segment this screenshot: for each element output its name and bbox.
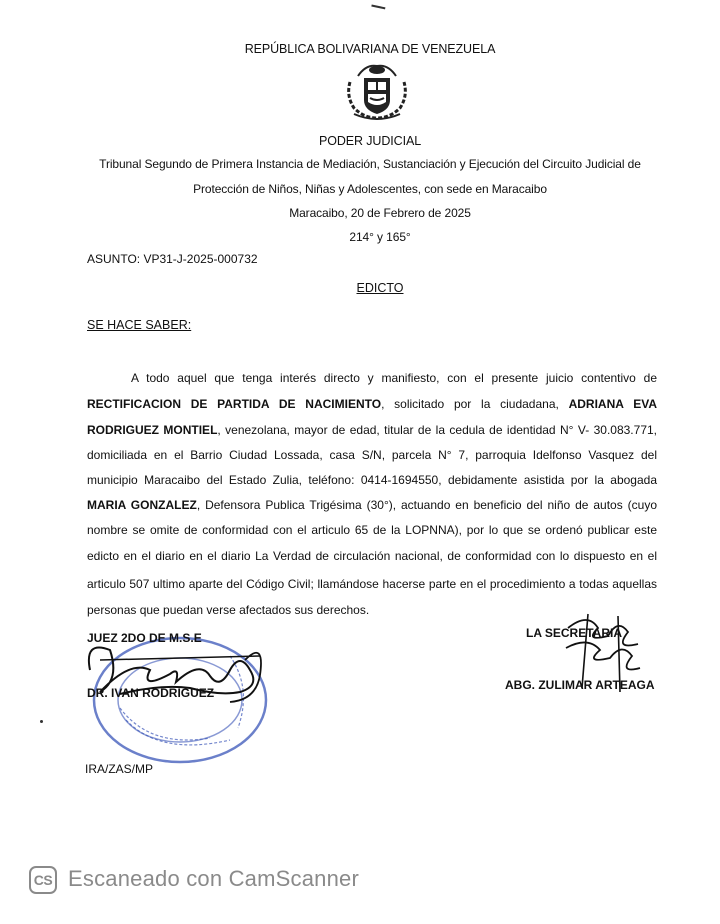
scan-mark [371, 0, 386, 9]
secretary-name: ABG. ZULIMAR ARTEAGA [505, 678, 655, 692]
body-text: , venezolana, mayor de edad, titular de la cedula de identidad N° V- 30.083.771, [217, 423, 658, 437]
camscanner-watermark: Escaneado con CamScanner [68, 866, 359, 891]
judge-title: JUEZ 2DO DE M.S.E [87, 631, 202, 645]
secretary-title: LA SECRETARIA [526, 626, 622, 640]
coat-of-arms-icon [344, 62, 410, 122]
body-procedure: RECTIFICACION DE PARTIDA DE NACIMIENTO [87, 397, 382, 411]
body-applicant-surname: RODRIGUEZ MONTIEL [87, 423, 218, 437]
body-line-3 [87, 423, 657, 437]
independence-years: 214° y 165° [349, 230, 411, 244]
notice-heading: SE HACE SABER: [87, 318, 192, 332]
judge-signature-icon [80, 630, 280, 720]
document-initials: IRA/ZAS/MP [85, 762, 154, 776]
body-line-10: personas que puedan verse afectados sus derechos. [87, 603, 370, 617]
body-attorney-name: MARIA GONZALEZ [87, 498, 197, 512]
body-text: , solicitado por la ciudadana, [381, 397, 569, 411]
body-line-1: A todo aquel que tenga interés directo y manifiesto, con el presente juicio contentivo de [131, 371, 657, 385]
judicial-power-heading: PODER JUDICIAL [318, 134, 422, 148]
republic-heading: REPÚBLICA BOLIVARIANA DE VENEZUELA [244, 42, 496, 56]
tribunal-line-1: Tribunal Segundo de Primera Instancia de Mediación, Sustanciación y Ejecución del Circuito Judicial de [99, 157, 641, 171]
body-line-9: articulo 507 ultimo aparte del Código Civil; llamándose hacerse parte en el procedimiento a todas aquellas [87, 577, 657, 591]
judge-name: DR. IVAN RODRIGUEZ [87, 686, 215, 700]
body-line-6 [87, 498, 657, 512]
body-line-8: edicto en el diario en el diario La Verdad de circulación nacional, de conformidad con lo dispuesto en el [87, 549, 657, 563]
body-line-2 [87, 397, 657, 411]
body-line-7: nombre se omite de conformidad con el articulo 65 de la LOPNNA), por lo que se ordenó publicar este [87, 523, 657, 537]
body-line-4: domiciliada en el Barrio Ciudad Lossada, casa S/N, parcela N° 7, parroquia Idelfonso Vasquez del [87, 448, 657, 462]
body-text: , Defensora Publica Trigésima (30°), actuando en beneficio del niño de autos (cuyo [196, 498, 657, 512]
camscanner-logo-icon: CS [29, 866, 57, 894]
document-type-heading: EDICTO [356, 281, 404, 295]
document-date: Maracaibo, 20 de Febrero de 2025 [289, 206, 471, 220]
case-subject: ASUNTO: VP31-J-2025-000732 [87, 252, 258, 266]
body-applicant-name: ADRIANA EVA [568, 397, 657, 411]
body-line-5: municipio Maracaibo del Estado Zulia, teléfono: 0414-1694550, debidamente asistida por la abogada [87, 473, 657, 487]
scan-speck [40, 720, 43, 723]
tribunal-line-2: Protección de Niños, Niñas y Adolescentes, con sede en Maracaibo [193, 182, 547, 196]
